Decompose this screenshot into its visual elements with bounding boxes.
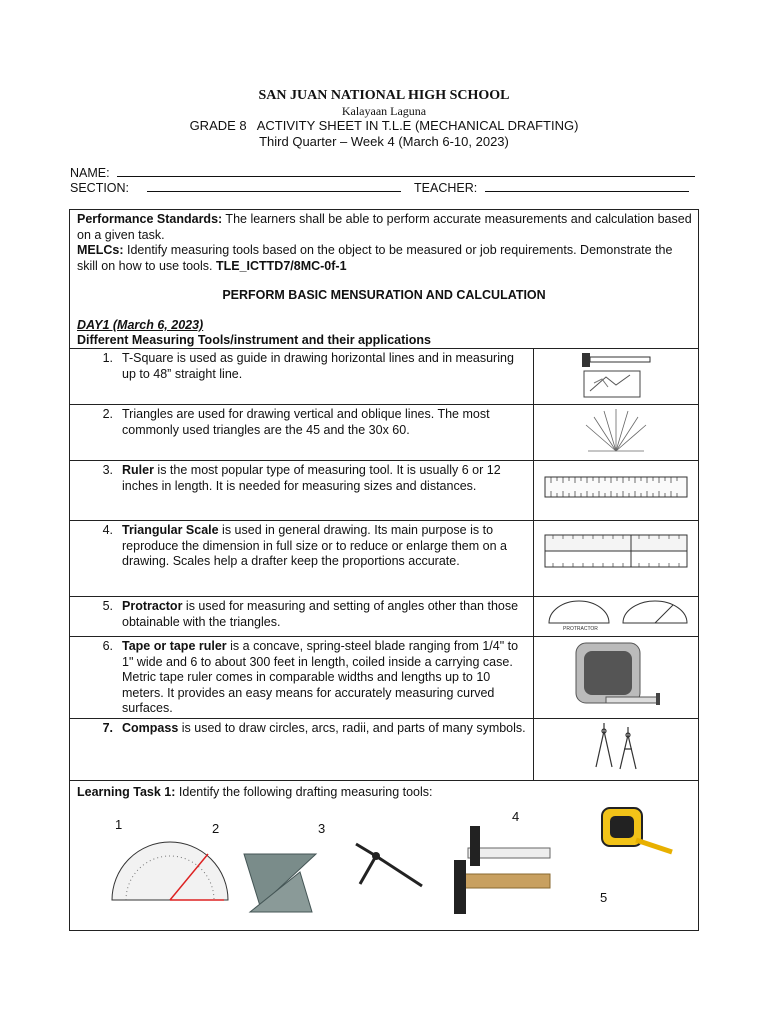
table-row bbox=[70, 521, 699, 597]
task-number-2: 2 bbox=[212, 821, 220, 836]
melc-text: Identify measuring tools based on the object to be measured or job requirements. Demonstrate the skill on how to use tools. bbox=[77, 243, 673, 273]
item-number: 1. bbox=[102, 351, 113, 365]
section-row bbox=[70, 180, 689, 195]
item-number: 5. bbox=[102, 599, 113, 613]
school-location: Kalayaan Laguna bbox=[341, 104, 427, 118]
melc-label: MELCs: bbox=[77, 243, 124, 257]
task-number-1: 1 bbox=[115, 817, 123, 832]
protractor-icon bbox=[534, 597, 699, 637]
table-row bbox=[70, 405, 699, 461]
tool-description: Protractor is used for measuring and setting of angles other than those obtainable with the triangles. bbox=[122, 599, 519, 629]
tool-description: T-Square is used as guide in drawing horizontal lines and in measuring up to 48” straight line. bbox=[122, 351, 514, 381]
table-row bbox=[70, 597, 699, 637]
protractor-caption: PROTRACTOR bbox=[563, 626, 598, 631]
task-triangles-icon bbox=[240, 850, 320, 916]
item-number: 2. bbox=[102, 407, 113, 421]
table-row bbox=[70, 719, 699, 781]
task-number-3: 3 bbox=[318, 821, 326, 836]
task-compass-icon bbox=[350, 836, 426, 892]
item-number: 6. bbox=[102, 639, 113, 653]
ruler-icon bbox=[534, 461, 699, 521]
melc-code: TLE_ICTTD7/8MC-0f-1 bbox=[215, 258, 347, 273]
table-row bbox=[70, 461, 699, 521]
t-square-icon bbox=[534, 349, 699, 405]
compass-icon bbox=[534, 719, 699, 781]
lesson-title: PERFORM BASIC MENSURATION AND CALCULATION bbox=[222, 288, 546, 302]
teacher-label: TEACHER: bbox=[414, 181, 478, 195]
section-label: SECTION: bbox=[70, 181, 130, 195]
triangular-scale-icon bbox=[534, 521, 699, 597]
teacher-field[interactable] bbox=[485, 180, 689, 192]
name-label: NAME: bbox=[70, 166, 110, 180]
item-number: 3. bbox=[102, 463, 113, 477]
quarter-line: Third Quarter – Week 4 (March 6-10, 2023) bbox=[259, 134, 509, 149]
item-number: 4. bbox=[102, 523, 113, 537]
melcs bbox=[77, 243, 693, 274]
perf-label: Performance Standards: bbox=[77, 212, 223, 226]
school-name: SAN JUAN NATIONAL HIGH SCHOOL bbox=[258, 88, 510, 103]
task-number-5: 5 bbox=[600, 890, 608, 905]
item-number: 7. bbox=[102, 721, 113, 735]
learning-task bbox=[77, 785, 433, 801]
tool-description: Triangles are used for drawing vertical and oblique lines. The most commonly used triangles are the 45 and the 30x 60. bbox=[122, 407, 490, 437]
task-tape-measure-icon bbox=[598, 804, 676, 864]
perf-text: The learners shall be able to perform accurate measurements and calculation based on a given task. bbox=[77, 212, 692, 242]
table-row bbox=[70, 637, 699, 719]
name-row bbox=[70, 165, 695, 180]
tool-description: Compass is used to draw circles, arcs, radii, and parts of many symbols. bbox=[122, 721, 526, 735]
task-number-4: 4 bbox=[512, 809, 520, 824]
task-protractor-icon bbox=[108, 836, 232, 906]
table-row bbox=[70, 349, 699, 405]
tool-description: Triangular Scale is used in general drawing. Its main purpose is to reproduce the dimension in full size or to reduce or enlarge them on a drawing. Scales help a drafter keep the proportions accurate. bbox=[122, 523, 507, 568]
task-text: Identify the following drafting measuring tools: bbox=[175, 785, 433, 799]
tools-table bbox=[69, 348, 699, 781]
day-heading: DAY1 (March 6, 2023) bbox=[77, 318, 204, 332]
tools-subtitle: Different Measuring Tools/instrument and their applications bbox=[77, 333, 431, 347]
grade-line: GRADE 8 ACTIVITY SHEET IN T.L.E (MECHANICAL DRAFTING) bbox=[189, 118, 579, 133]
tool-description: Tape or tape ruler is a concave, spring-steel blade ranging from 1/4" to 1" wide and 6 to about 300 feet in length, coiled inside a carrying case. Metric tape ruler comes in comparable widths and lengths up to 10 meters. It provides an easy means for accurately measuring curved surfaces. bbox=[122, 639, 519, 715]
tool-description: Ruler is the most popular type of measuring tool. It is usually 6 or 12 inches in length. It is needed for measuring sizes and distances. bbox=[122, 463, 501, 493]
performance-standards bbox=[77, 212, 693, 243]
tape-measure-icon bbox=[534, 637, 699, 719]
name-field[interactable] bbox=[117, 165, 695, 177]
triangles-icon bbox=[534, 405, 699, 461]
section-field[interactable] bbox=[147, 180, 401, 192]
task-t-square-icon bbox=[448, 824, 552, 916]
task-label: Learning Task 1: bbox=[77, 785, 176, 799]
